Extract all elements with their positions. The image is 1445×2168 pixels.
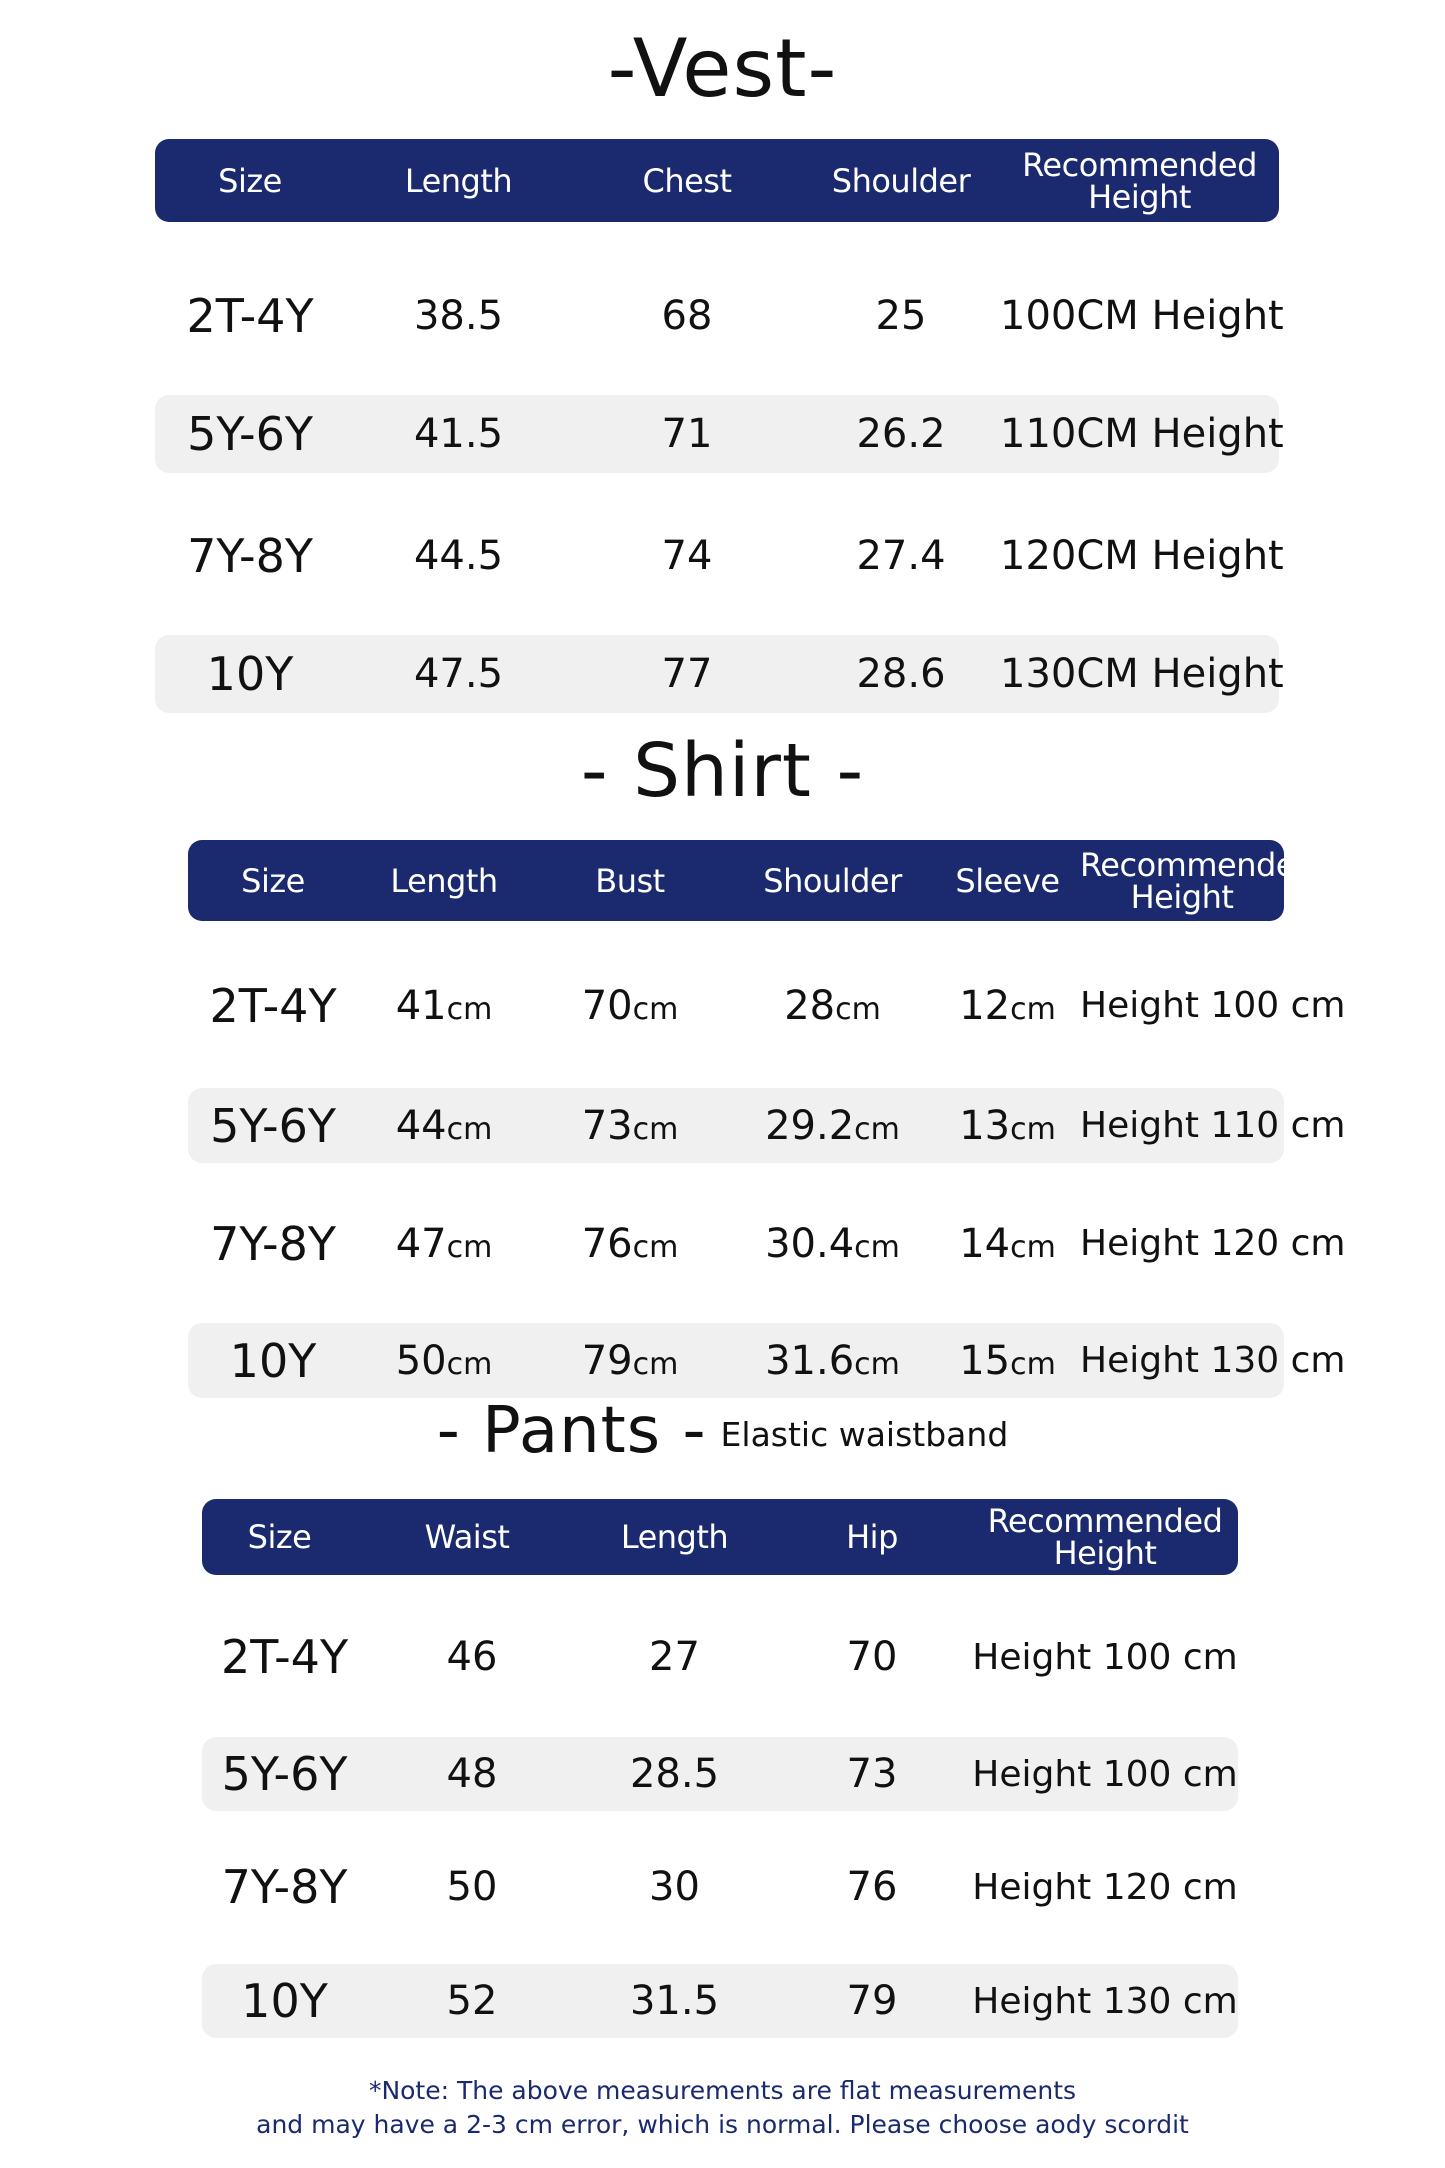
vest-cell-height: 100CM Height: [1000, 293, 1284, 339]
shirt-unit: cm: [835, 991, 881, 1027]
vest-cell-size: 10Y: [206, 647, 294, 701]
pants-row: [202, 1850, 1238, 1924]
shirt-row: [188, 968, 1346, 1043]
shirt-row: [188, 1088, 1346, 1163]
shirt-cell-sleeve: [935, 1338, 1080, 1384]
vest-cell-shoulder: 26.2: [856, 411, 946, 457]
vest-cell-length: 41.5: [413, 411, 504, 457]
shirt-cell-length: [358, 1338, 530, 1384]
shirt-value: 15: [959, 1337, 1011, 1384]
shirt-unit: cm: [446, 1111, 493, 1147]
shirt-value: 30.4: [765, 1220, 855, 1267]
pants-cell-size: 5Y-6Y: [221, 1747, 348, 1801]
shirt-cell-shoulder: [730, 983, 935, 1029]
pants-cell-length: 31.5: [629, 1978, 720, 2024]
shirt-header-recommended-height: Recommended Height: [1080, 845, 1315, 916]
shirt-cell-size: 5Y-6Y: [210, 1098, 336, 1153]
note-line-2: and may have a 2-3 cm error, which is normal. Please choose aody scordit: [256, 2110, 1189, 2139]
shirt-cell-sleeve: [935, 1103, 1080, 1149]
vest-cell-shoulder: 25: [875, 293, 927, 339]
shirt-value: 50: [395, 1337, 447, 1384]
shirt-cell-bust: [530, 1103, 730, 1149]
pants-cell-waist: 52: [446, 1978, 498, 2024]
shirt-cell-height: Height 130 cm: [1080, 1340, 1346, 1381]
shirt-unit: cm: [446, 1346, 493, 1382]
shirt-unit: cm: [854, 1346, 900, 1382]
shirt-row: [188, 1206, 1346, 1281]
shirt-unit: cm: [632, 1229, 679, 1265]
pants-cell-length: 30: [649, 1864, 700, 1910]
shirt-value: 70: [581, 982, 633, 1029]
vest-cell-height: 110CM Height: [1000, 411, 1284, 457]
pants-cell-hip: 73: [846, 1751, 898, 1797]
vest-cell-chest: 68: [661, 293, 713, 339]
shirt-unit: cm: [632, 1346, 679, 1382]
shirt-cell-length: [358, 983, 530, 1029]
vest-cell-size: 7Y-8Y: [187, 529, 313, 583]
shirt-header-length: Length: [390, 861, 498, 900]
shirt-value: 13: [959, 1102, 1011, 1149]
pants-cell-height: Height 130 cm: [972, 1980, 1238, 2022]
shirt-cell-size: 10Y: [229, 1333, 317, 1388]
pants-table-header: [202, 1499, 1238, 1575]
shirt-value: 79: [581, 1337, 633, 1384]
pants-cell-size: 2T-4Y: [220, 1630, 349, 1684]
shirt-unit: cm: [1010, 991, 1056, 1027]
pants-header-waist: Waist: [424, 1518, 510, 1556]
shirt-cell-height: Height 110 cm: [1080, 1105, 1346, 1146]
shirt-header-sleeve: Sleeve: [955, 861, 1060, 900]
vest-cell-shoulder: 28.6: [856, 651, 946, 697]
shirt-title: - Shirt -: [580, 728, 865, 814]
shirt-cell-shoulder: [730, 1103, 935, 1149]
shirt-cell-length: [358, 1103, 530, 1149]
pants-cell-height: Height 120 cm: [972, 1866, 1238, 1908]
pants-header-length: Length: [620, 1518, 729, 1556]
shirt-unit: cm: [1010, 1111, 1056, 1147]
pants-row: [202, 1620, 1238, 1694]
measurement-note: [0, 2074, 1445, 2142]
pants-cell-waist: 46: [446, 1634, 498, 1680]
shirt-unit: cm: [854, 1111, 900, 1147]
vest-cell-size: 5Y-6Y: [187, 407, 313, 461]
vest-cell-height: 130CM Height: [1000, 651, 1284, 697]
pants-cell-size: 7Y-8Y: [221, 1860, 348, 1914]
shirt-cell-bust: [530, 1221, 730, 1267]
vest-table-header: [155, 139, 1279, 222]
vest-title: -Vest-: [607, 22, 838, 115]
pants-cell-size: 10Y: [241, 1974, 328, 2028]
pants-cell-waist: 50: [446, 1864, 498, 1910]
vest-cell-size: 2T-4Y: [186, 289, 314, 343]
shirt-value: 76: [581, 1220, 633, 1267]
shirt-unit: cm: [854, 1229, 900, 1265]
shirt-value: 73: [581, 1102, 633, 1149]
shirt-cell-sleeve: [935, 983, 1080, 1029]
shirt-cell-shoulder: [730, 1338, 935, 1384]
shirt-cell-height: Height 120 cm: [1080, 1223, 1346, 1264]
pants-cell-length: 27: [649, 1634, 700, 1680]
shirt-value: 12: [959, 982, 1011, 1029]
pants-header-size: Size: [247, 1518, 312, 1556]
vest-cell-shoulder: 27.4: [856, 533, 946, 579]
shirt-cell-bust: [530, 1338, 730, 1384]
shirt-value: 14: [959, 1220, 1011, 1267]
vest-cell-length: 44.5: [413, 533, 504, 579]
shirt-unit: cm: [632, 1111, 679, 1147]
shirt-cell-size: 7Y-8Y: [210, 1216, 336, 1271]
pants-row: [202, 1737, 1238, 1811]
note-line-1: *Note: The above measurements are flat measurements: [368, 2076, 1077, 2105]
shirt-header-shoulder: Shoulder: [763, 861, 902, 900]
shirt-value: 29.2: [765, 1102, 855, 1149]
vest-cell-length: 47.5: [413, 651, 504, 697]
vest-row: [155, 395, 1284, 473]
vest-cell-chest: 71: [661, 411, 713, 457]
pants-cell-height: Height 100 cm: [972, 1636, 1238, 1678]
shirt-value: 41: [395, 982, 447, 1029]
shirt-title-text: Shirt: [633, 728, 812, 814]
vest-row: [155, 517, 1284, 595]
vest-header-recommended-height: Recommended Height: [1022, 145, 1257, 216]
pants-cell-waist: 48: [446, 1751, 498, 1797]
pants-header-hip: Hip: [846, 1518, 898, 1556]
shirt-value: 44: [395, 1102, 447, 1149]
vest-cell-height: 120CM Height: [1000, 533, 1284, 579]
shirt-unit: cm: [446, 1229, 493, 1265]
pants-header-recommended-height: Recommended Height: [987, 1502, 1223, 1572]
vest-row: [155, 277, 1284, 355]
shirt-unit: cm: [446, 991, 493, 1027]
shirt-unit: cm: [1010, 1346, 1056, 1382]
shirt-cell-shoulder: [730, 1221, 935, 1267]
pants-title-text: Pants: [482, 1394, 662, 1468]
shirt-value: 31.6: [765, 1337, 855, 1384]
shirt-row: [188, 1323, 1346, 1398]
vest-cell-length: 38.5: [413, 293, 504, 339]
shirt-cell-length: [358, 1221, 530, 1267]
shirt-cell-bust: [530, 983, 730, 1029]
pants-title: - Pants - Elastic waistband: [436, 1394, 1009, 1468]
vest-header-shoulder: Shoulder: [831, 161, 971, 200]
shirt-unit: cm: [1010, 1229, 1056, 1265]
vest-row: [155, 635, 1284, 713]
vest-cell-chest: 74: [661, 533, 713, 579]
pants-cell-hip: 70: [846, 1634, 898, 1680]
shirt-unit: cm: [632, 991, 679, 1027]
vest-header-size: Size: [218, 161, 282, 200]
shirt-header-size: Size: [241, 861, 305, 900]
pants-row: [202, 1964, 1238, 2038]
pants-cell-hip: 76: [846, 1864, 898, 1910]
shirt-cell-height: Height 100 cm: [1080, 985, 1346, 1026]
shirt-value: 47: [395, 1220, 447, 1267]
vest-cell-chest: 77: [661, 651, 713, 697]
pants-cell-hip: 79: [846, 1978, 898, 2024]
vest-header-length: Length: [404, 161, 513, 200]
pants-subtitle: Elastic waistband: [720, 1415, 1009, 1454]
shirt-value: 28: [784, 982, 836, 1029]
shirt-table-header: [188, 840, 1315, 921]
shirt-cell-sleeve: [935, 1221, 1080, 1267]
vest-header-chest: Chest: [642, 161, 732, 200]
pants-cell-height: Height 100 cm: [972, 1753, 1238, 1795]
shirt-cell-size: 2T-4Y: [209, 978, 337, 1033]
vest-title-text: Vest: [632, 22, 808, 115]
pants-cell-length: 28.5: [629, 1751, 720, 1797]
shirt-header-bust: Bust: [595, 861, 665, 900]
